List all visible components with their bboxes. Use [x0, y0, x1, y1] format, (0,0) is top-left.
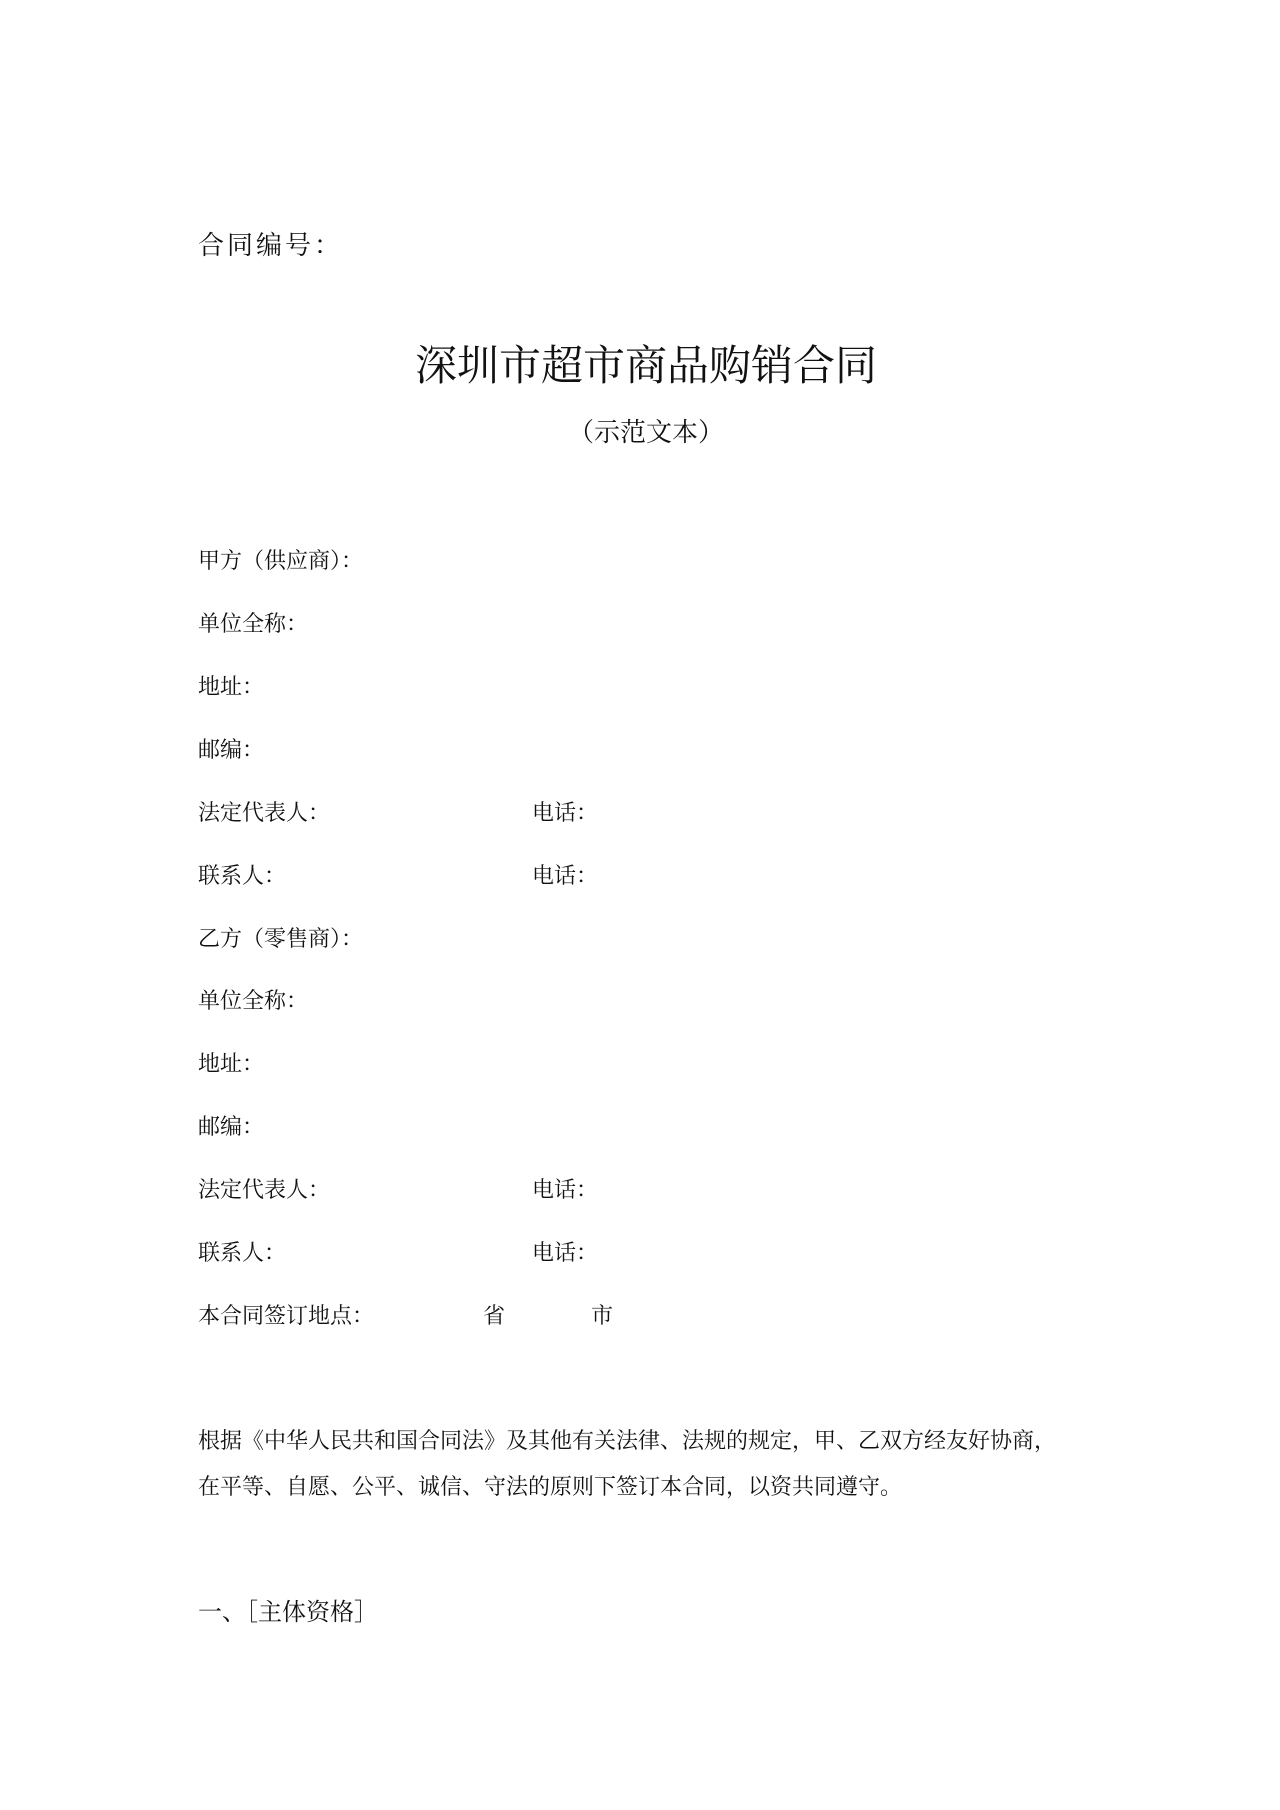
- document-title: 深圳市超市商品购销合同: [414, 341, 877, 390]
- party-a-legal-rep-label: 法定代表人：: [198, 801, 331, 826]
- party-a-full-name-label: 单位全称：: [198, 612, 309, 637]
- preamble-line-2: 在平等、自愿、公平、诚信、守法的原则下签订本合同，以资共同遵守。: [198, 1475, 903, 1500]
- party-b-heading: 乙方（零售商）：: [198, 927, 364, 952]
- signing-place-province: 省: [483, 1304, 506, 1329]
- party-a-contact-label: 联系人：: [198, 864, 287, 889]
- party-b-contact-phone-label: 电话：: [532, 1241, 599, 1266]
- party-b-full-name-label: 单位全称：: [198, 989, 309, 1014]
- signing-place-label: 本合同签订地点：: [198, 1304, 375, 1329]
- party-b-contact-label: 联系人：: [198, 1241, 287, 1266]
- party-a-postcode-label: 邮编：: [198, 738, 265, 763]
- party-b-address-label: 地址：: [198, 1052, 265, 1077]
- party-b-legal-rep-phone-label: 电话：: [532, 1178, 599, 1203]
- preamble-line-1: 根据《中华人民共和国合同法》及其他有关法律、法规的规定，甲、乙双方经友好协商，: [198, 1429, 1057, 1454]
- contract-number-label: 合同编号：: [198, 231, 344, 261]
- party-b-legal-rep-label: 法定代表人：: [198, 1178, 331, 1203]
- party-a-contact-phone-label: 电话：: [532, 864, 599, 889]
- signing-place-city: 市: [591, 1304, 614, 1329]
- party-a-address-label: 地址：: [198, 675, 265, 700]
- party-b-postcode-label: 邮编：: [198, 1115, 265, 1140]
- party-a-legal-rep-phone-label: 电话：: [532, 801, 599, 826]
- document-subtitle: （示范文本）: [567, 418, 724, 448]
- party-a-heading: 甲方（供应商）：: [198, 549, 364, 574]
- section-heading-1: 一、［主体资格］: [198, 1598, 378, 1626]
